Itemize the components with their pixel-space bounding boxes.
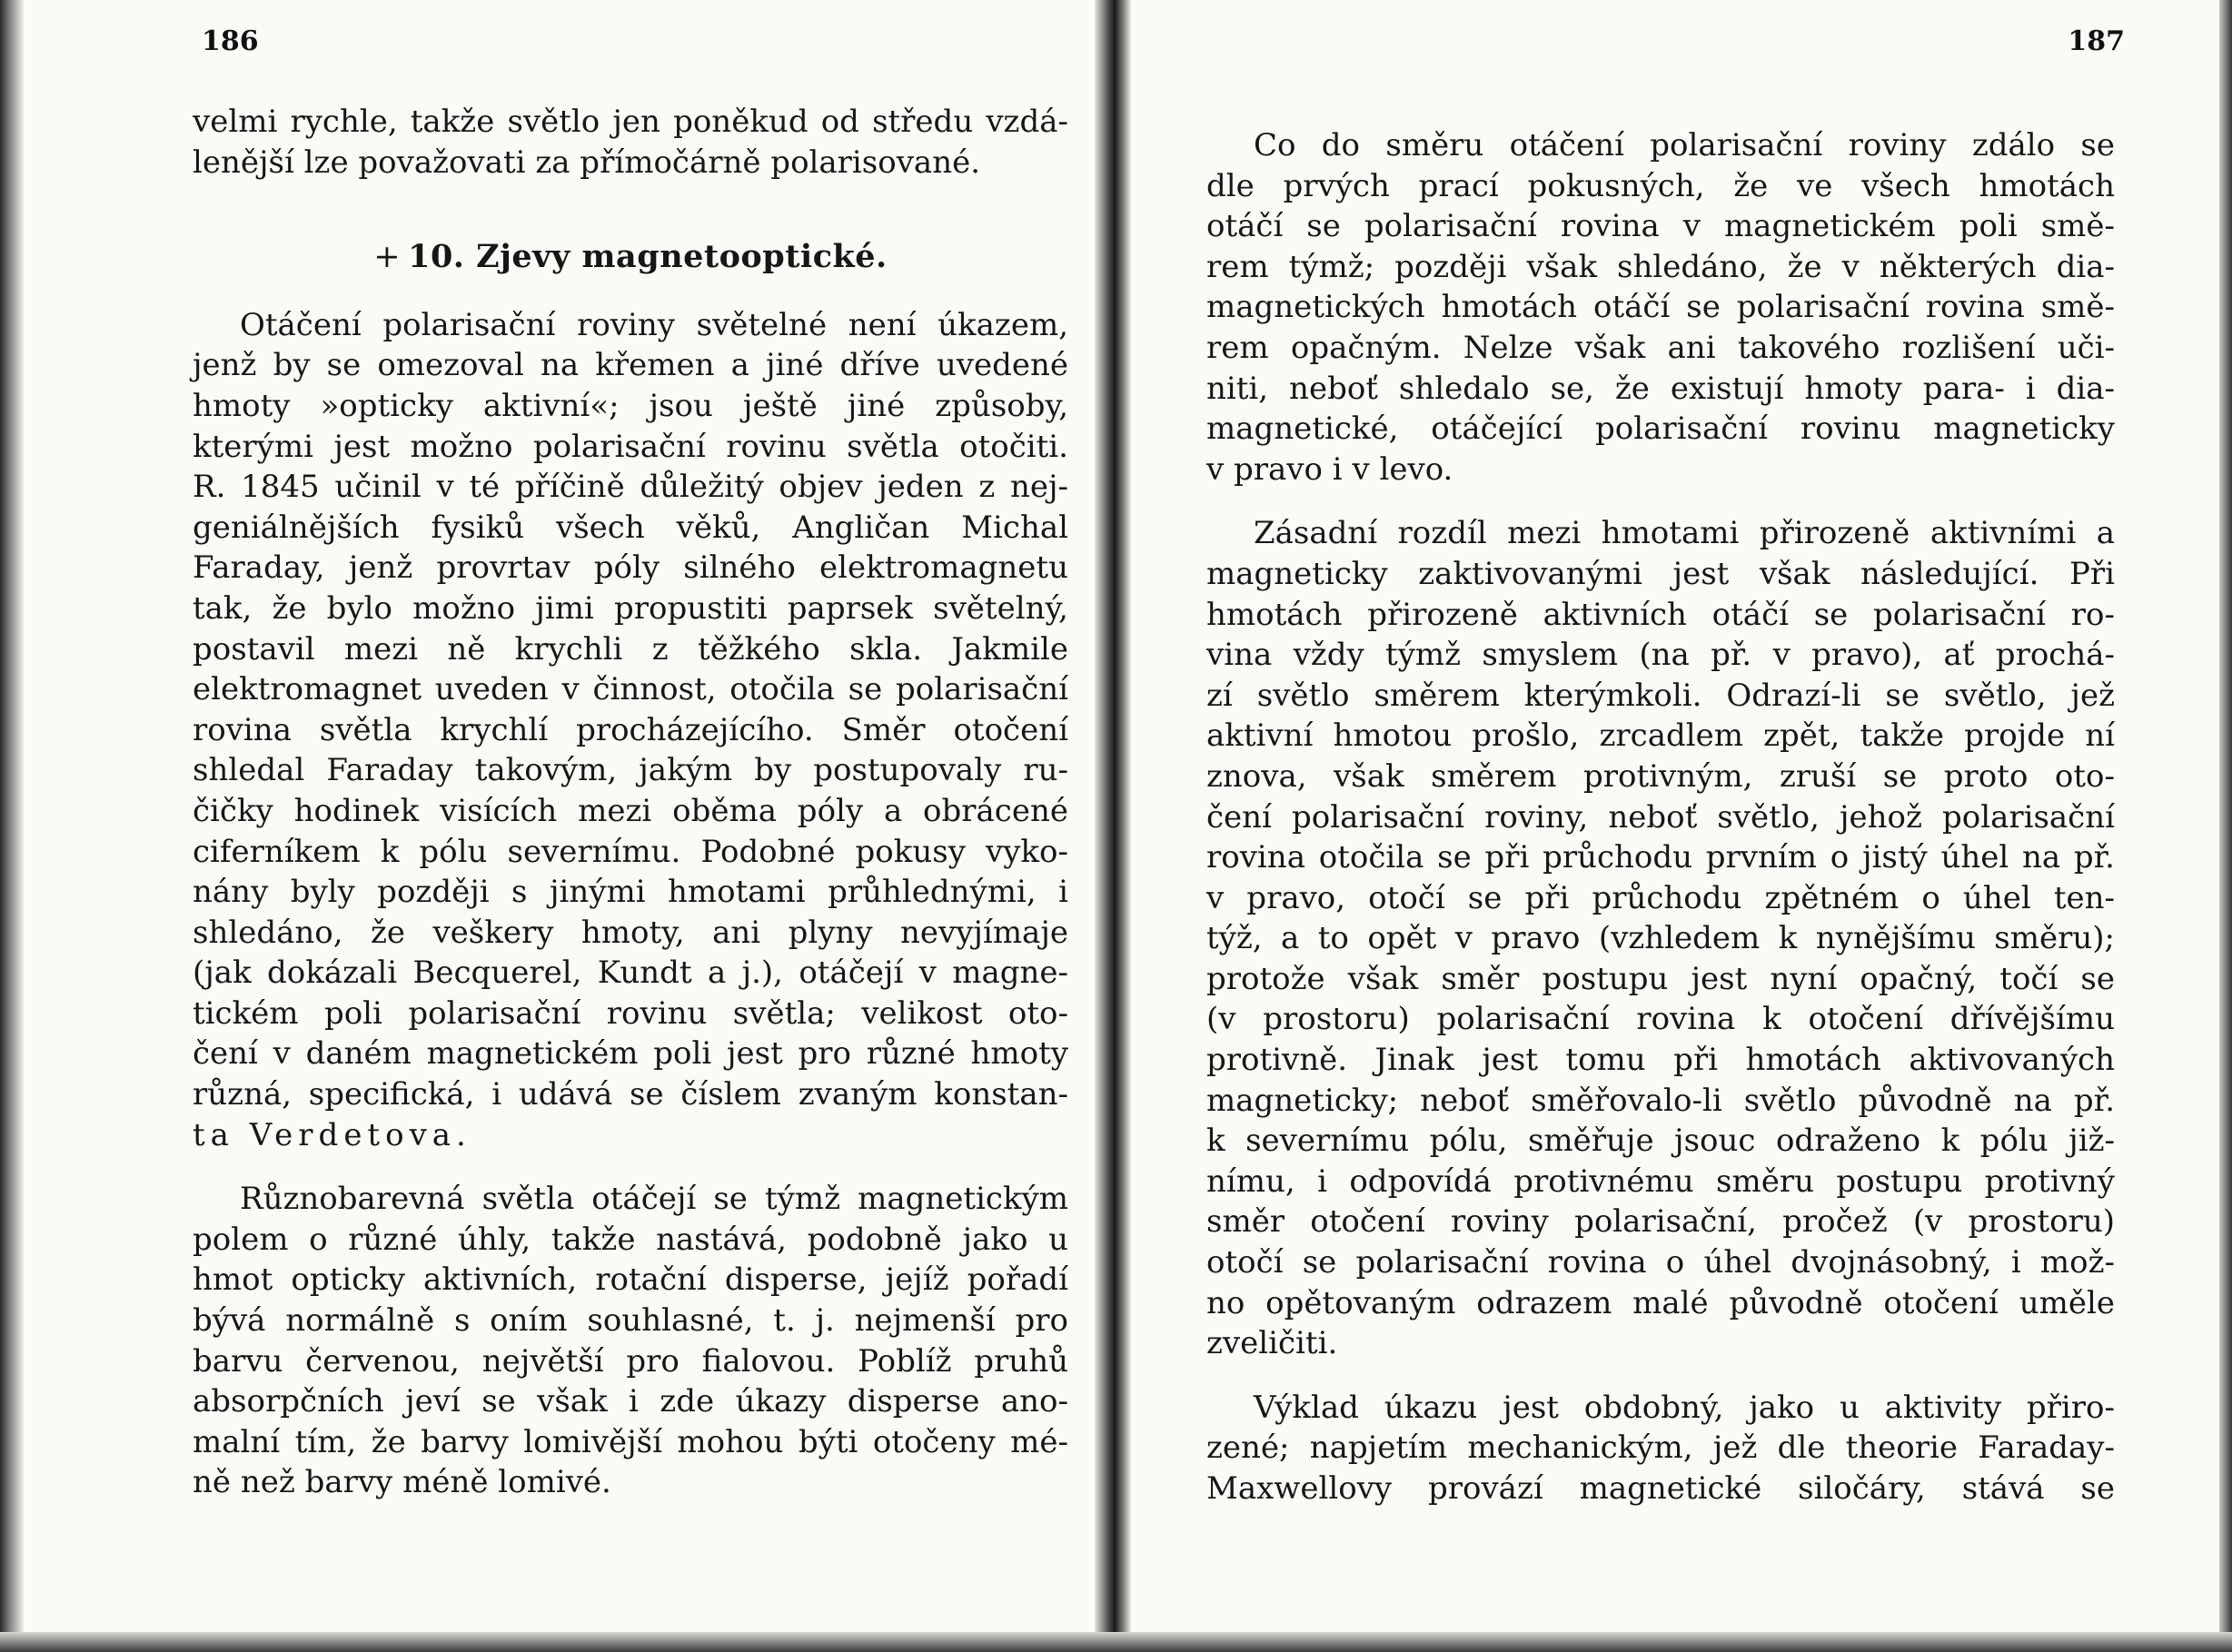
text-line: Maxwellovy provází magnetické siločáry, stává se: [1206, 1470, 2115, 1507]
left-page-number: 186: [202, 25, 259, 57]
text-line: čení v daném magnetickém poli jest pro různé hmoty: [193, 1035, 1068, 1073]
text-line: polem o různé úhly, takže nastává, podobně jako u: [193, 1221, 1068, 1258]
text-line: geniálnějších fysiků všech věků, Angličan Michal: [193, 509, 1068, 546]
right-page: [1126, 0, 2232, 1652]
text-line: absorpčních jeví se však i zde úkazy disperse ano-: [193, 1383, 1068, 1420]
right-paragraph-3: [1206, 1388, 2115, 1509]
text-line: Různobarevná světla otáčejí se týmž magnetickým: [240, 1181, 1068, 1218]
text-line: hmot opticky aktivních, rotační disperse, jejíž pořadí: [193, 1261, 1068, 1299]
text-line: lenější lze považovati za přímočárně polarisované.: [193, 143, 981, 181]
text-line: Co do směru otáčení polarisační roviny zdálo se: [1254, 127, 2115, 163]
text-line: v pravo, otočí se při průchodu zpětném o úhel ten-: [1206, 879, 2115, 916]
text-line: rem týmž; později však shledáno, že v některých dia-: [1206, 248, 2115, 285]
text-line: hmotách přirozeně aktivních otáčí se polarisační ro-: [1206, 596, 2115, 633]
text-line: dle prvých prací pokusných, že ve všech hmotách: [1206, 167, 2115, 204]
text-line: malní tím, že barvy lomivější mohou býti otočeny mé-: [193, 1423, 1068, 1460]
text-line: rem opačným. Nelze však ani takového rozlišení uči-: [1206, 329, 2115, 366]
bottom-page-edge: [0, 1632, 2232, 1652]
right-paragraph-2: [1206, 513, 2115, 1363]
text-line: směr otočení roviny polarisační, pročež (v prostoru): [1206, 1203, 2115, 1241]
text-line: kterými jest možno polarisační rovinu světla otočiti.: [193, 428, 1068, 465]
left-paragraph-2: [193, 305, 1068, 1155]
text-line: Otáčení polarisační roviny světelné není úkazem,: [240, 306, 1068, 343]
right-text-block: [1206, 125, 2115, 1509]
text-line: shledal Faraday takovým, jakým by postupovaly ru-: [193, 752, 1068, 789]
text-line: velmi rychle, takže světlo jen poněkud od středu vzdá-: [193, 104, 1068, 140]
section-heading-text: 10. Zjevy magnetooptické.: [408, 238, 888, 276]
right-paragraph-1: [1206, 125, 2115, 490]
left-text-block: [193, 102, 1068, 1503]
text-line: jenž by se omezoval na křemen a jiné dříve uvedené: [193, 347, 1068, 384]
text-line: bývá normálně s oním souhlasné, t. j. nejmenší pro: [193, 1302, 1068, 1340]
text-line: protivně. Jinak jest tomu při hmotách aktivovaných: [1206, 1042, 2115, 1079]
text-line: zveličiti.: [1206, 1325, 1338, 1362]
text-line: Zásadní rozdíl mezi hmotami přirozeně aktivními a: [1254, 515, 2115, 552]
text-line: magneticky; neboť směřovalo-li světlo původně na př.: [1206, 1082, 2115, 1119]
text-line: hmoty »opticky aktivní«; jsou ještě jiné způsoby,: [193, 387, 1068, 424]
text-line: otáčí se polarisační rovina v magnetickém poli smě-: [1206, 208, 2115, 245]
text-line: čičky hodinek visících mezi oběma póly a obrácené: [193, 792, 1068, 829]
text-line: barvu červenou, největší pro fialovou. Poblíž pruhů: [193, 1342, 1068, 1380]
margin-mark: +: [373, 239, 402, 276]
text-line: shledáno, že veškery hmoty, ani plyny nevyjímaje: [193, 914, 1068, 951]
right-page-number: 187: [2068, 25, 2125, 57]
text-line: tak, že bylo možno jimi propustiti paprsek světelný,: [193, 589, 1068, 627]
text-line: zené; napjetím mechanickým, jež dle theorie Faraday-: [1206, 1429, 2115, 1467]
text-line: nány byly později s jinými hmotami průhlednými, i: [193, 874, 1068, 911]
text-line: magnetické, otáčející polarisační rovinu magneticky: [1206, 411, 2115, 448]
left-paragraph-1: [193, 102, 1068, 183]
text-line: R. 1845 učinil v té příčině důležitý objev jeden z nej-: [193, 469, 1068, 506]
text-line: (v prostoru) polarisační rovina k otočení dřívějšímu: [1206, 1001, 2115, 1038]
text-line: protože však směr postupu jest nyní opačný, točí se: [1206, 960, 2115, 997]
text-line: niti, neboť shledalo se, že existují hmoty para- i dia-: [1206, 370, 2115, 407]
text-line: týž, a to opět v pravo (vzhledem k nynějšímu směru);: [1206, 920, 2115, 957]
text-line: čení polarisační roviny, neboť světlo, jehož polarisační: [1206, 798, 2115, 836]
left-paragraph-3: [193, 1179, 1068, 1503]
text-line: rovina otočila se při průchodu prvním o jistý úhel na př.: [1206, 839, 2115, 876]
text-line: otočí se polarisační rovina o úhel dvojnásobný, i mož-: [1206, 1244, 2115, 1281]
text-line: elektromagnet uveden v činnost, otočila se polarisační: [193, 671, 1068, 708]
text-line: různá, specifická, i udává se číslem zvaným konstan-: [193, 1076, 1068, 1113]
text-line: rovina světla krychlí procházejícího. Směr otočení: [193, 711, 1068, 748]
text-line: no opětovaným odrazem malé původně otočení uměle: [1206, 1284, 2115, 1321]
text-line: Výklad úkazu jest obdobný, jako u aktivity přiro-: [1254, 1389, 2115, 1426]
text-line: k severnímu pólu, směřuje jsouc odraženo k pólu již-: [1206, 1123, 2115, 1160]
text-line: aktivní hmotou prošlo, zrcadlem zpět, takže projde ní: [1206, 717, 2115, 755]
text-line: vina vždy týmž smyslem (na př. v pravo), ať prochá-: [1206, 637, 2115, 674]
text-line: ta Verdetova.: [193, 1116, 471, 1153]
right-page-edge: [2219, 0, 2232, 1652]
text-line: znova, však směrem protivným, zruší se proto oto-: [1206, 757, 2115, 795]
text-line: ciferníkem k pólu severnímu. Podobné pokusy vyko-: [193, 833, 1068, 870]
text-line: nímu, i odpovídá protivnému směru postupu protivný: [1206, 1162, 2115, 1200]
text-line: postavil mezi ně krychli z těžkého skla. Jakmile: [193, 630, 1068, 668]
book-gutter: [1095, 0, 1131, 1652]
text-line: magnetických hmotách otáčí se polarisační rovina smě-: [1206, 289, 2115, 326]
left-page: [0, 0, 1110, 1652]
section-heading: [193, 237, 1068, 278]
text-line: magneticky zaktivovanými jest však následující. Při: [1206, 555, 2115, 592]
text-line: ně než barvy méně lomivé.: [193, 1464, 611, 1501]
text-line: zí světlo směrem kterýmkoli. Odrazí-li se světlo, jež: [1206, 677, 2115, 714]
text-line: v pravo i v levo.: [1206, 450, 1453, 488]
text-line: Faraday, jenž provrtav póly silného elektromagnetu: [193, 549, 1068, 587]
text-line: tickém poli polarisační rovinu světla; velikost oto-: [193, 994, 1068, 1032]
text-line: (jak dokázali Becquerel, Kundt a j.), otáčejí v magne-: [193, 955, 1068, 992]
